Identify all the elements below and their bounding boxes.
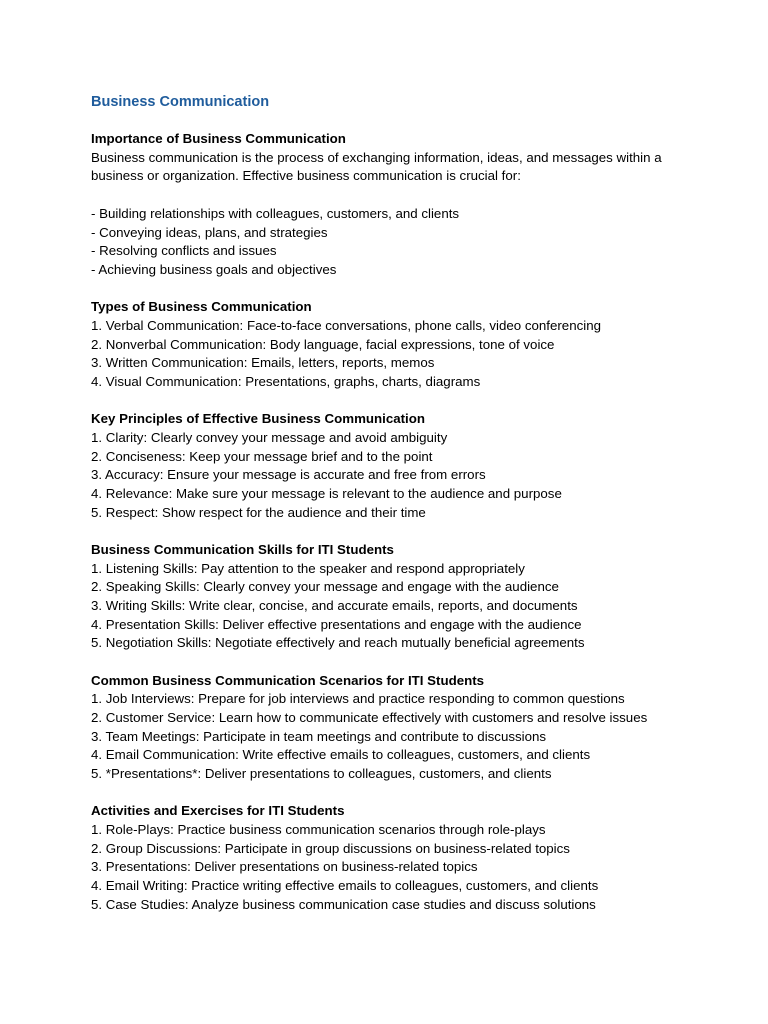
list-item: 4. Email Communication: Write effective emails to colleagues, customers, and clients (91, 747, 591, 763)
section-importance (91, 130, 691, 280)
list-item: 5. Respect: Show respect for the audience and their time (91, 504, 426, 520)
list-item: - Achieving business goals and objectives (91, 261, 337, 277)
list-item: 2. Group Discussions: Participate in group discussions on business-related topics (91, 840, 570, 856)
list-item: 2. Speaking Skills: Clearly convey your message and engage with the audience (91, 579, 559, 595)
list-item: 2. Nonverbal Communication: Body language, facial expressions, tone of voice (91, 336, 555, 352)
list-item: 3. Presentations: Deliver presentations on business-related topics (91, 859, 478, 875)
list-item: 3. Writing Skills: Write clear, concise, and accurate emails, reports, and documents (91, 597, 578, 613)
list-item: 5. Case Studies: Analyze business communication case studies and discuss solutions (91, 896, 596, 912)
section-paragraph: Business communication is the process of exchanging information, ideas, and messages within a business or organization. Effective business communication is crucial for: (91, 149, 662, 184)
list-item: 3. Accuracy: Ensure your message is accurate and free from errors (91, 467, 486, 483)
list-item: 3. Written Communication: Emails, letters, reports, memos (91, 355, 435, 371)
section-heading: Types of Business Communication (91, 299, 312, 315)
section-heading: Importance of Business Communication (91, 131, 346, 146)
section-scenarios (91, 672, 691, 784)
list-item: 1. Job Interviews: Prepare for job interviews and practice responding to common questions (91, 691, 625, 707)
section-key-principles (91, 410, 691, 522)
section-skills (91, 541, 691, 653)
document-page (91, 92, 691, 933)
section-heading: Activities and Exercises for ITI Students (91, 803, 345, 819)
section-heading: Key Principles of Effective Business Communication (91, 411, 425, 427)
section-heading: Business Communication Skills for ITI Students (91, 541, 394, 557)
list-item: - Conveying ideas, plans, and strategies (91, 224, 328, 240)
list-item: 1. Listening Skills: Pay attention to the speaker and respond appropriately (91, 560, 525, 576)
list-item: 1. Verbal Communication: Face-to-face conversations, phone calls, video conferencing (91, 317, 601, 333)
list-item: 5. Negotiation Skills: Negotiate effectively and reach mutually beneficial agreements (91, 635, 585, 651)
document-title: Business Communication (91, 94, 270, 110)
list-item: 3. Team Meetings: Participate in team meetings and contribute to discussions (91, 728, 547, 744)
section-activities (91, 802, 691, 914)
list-item: - Resolving conflicts and issues (91, 243, 277, 259)
list-item: 1. Clarity: Clearly convey your message and avoid ambiguity (91, 429, 448, 445)
section-types (91, 298, 691, 392)
list-item: 4. Presentation Skills: Deliver effective presentations and engage with the audience (91, 616, 582, 632)
list-item: 4. Email Writing: Practice writing effective emails to colleagues, customers, and clients (91, 878, 599, 894)
list-item: 4. Relevance: Make sure your message is relevant to the audience and purpose (91, 485, 562, 501)
list-item: 1. Role-Plays: Practice business communication scenarios through role-plays (91, 821, 546, 837)
list-item: - Building relationships with colleagues, customers, and clients (91, 205, 460, 221)
list-item: 2. Customer Service: Learn how to communicate effectively with customers and resolve issues (91, 709, 648, 725)
list-item: 2. Conciseness: Keep your message brief and to the point (91, 448, 433, 464)
section-heading: Common Business Communication Scenarios for ITI Students (91, 672, 485, 688)
list-item: 5. *Presentations*: Deliver presentations to colleagues, customers, and clients (91, 766, 552, 782)
list-item: 4. Visual Communication: Presentations, graphs, charts, diagrams (91, 373, 481, 389)
